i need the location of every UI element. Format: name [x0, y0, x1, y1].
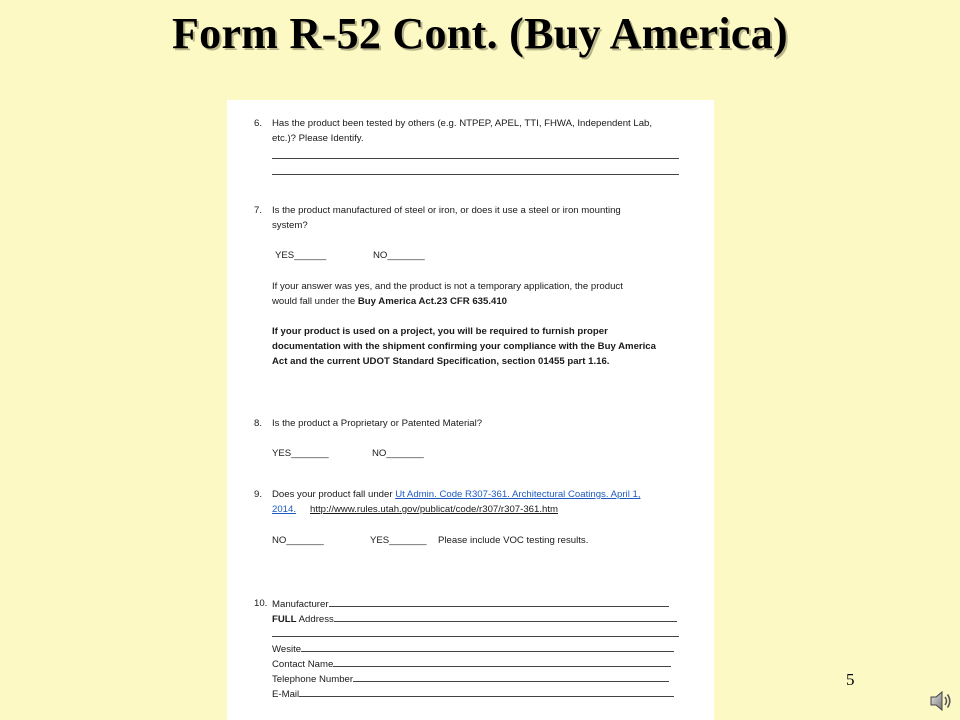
- q6-line1: Has the product been tested by others (e.g. NTPEP, APEL, TTI, FHWA, Independent Lab,: [272, 118, 653, 129]
- q9-voc-note: Please include VOC testing results.: [438, 535, 589, 546]
- contact-name-field[interactable]: [272, 656, 679, 672]
- telephone-field[interactable]: [272, 671, 679, 687]
- manufacturer-label: Manufacturer: [272, 599, 329, 610]
- full-label: FULL: [272, 614, 297, 625]
- q8-no-field[interactable]: NO_______: [372, 448, 424, 459]
- q6-number: 6.: [254, 118, 263, 129]
- q6-line2: etc.)? Please Identify.: [272, 133, 364, 144]
- q7-note-line2: would fall under the Buy America Act.23 CFR 635.410: [272, 296, 508, 307]
- full-address-field[interactable]: [272, 611, 679, 627]
- website-field[interactable]: [272, 641, 679, 657]
- q7-warning-line1: If your product is used on a project, you will be required to furnish proper: [272, 326, 608, 337]
- q6-answer-line-2[interactable]: [272, 174, 679, 175]
- q7-warning-line2: documentation with the shipment confirming your compliance with the Buy America: [272, 341, 656, 352]
- q10-number: 10.: [254, 598, 268, 609]
- q9-yes-field[interactable]: YES_______: [370, 535, 427, 546]
- q9-line1: Does your product fall under Ut Admin. Code R307-361. Architectural Coatings. April 1,: [272, 489, 641, 500]
- q8-text: Is the product a Proprietary or Patented Material?: [272, 418, 483, 429]
- q6-answer-line-1[interactable]: [272, 158, 679, 159]
- address-label: Address: [296, 614, 334, 625]
- q7-no-field[interactable]: NO_______: [373, 250, 425, 261]
- buy-america-reference: Buy America Act.23 CFR 635.410: [357, 296, 508, 307]
- rules-url-link[interactable]: http://www.rules.utah.gov/publicat/code/r307/r307-361.htm: [310, 504, 558, 515]
- admin-code-link-cont[interactable]: 2014.: [272, 504, 297, 515]
- page-number: 5: [846, 670, 855, 689]
- telephone-label: Telephone Number: [272, 674, 354, 685]
- q9-number: 9.: [254, 489, 263, 500]
- slide-title: Form R-52 Cont. (Buy America): [171, 9, 789, 58]
- q7-note-line1: If your answer was yes, and the product is not a temporary application, the product: [272, 281, 623, 292]
- form-document: [227, 100, 714, 720]
- q7-warning-line3: Act and the current UDOT Standard Specification, section 01455 part 1.16.: [272, 356, 610, 367]
- email-field[interactable]: [272, 686, 679, 702]
- q8-yes-field[interactable]: YES_______: [272, 448, 329, 459]
- q9-no-field[interactable]: NO_______: [272, 535, 324, 546]
- contact-name-label: Contact Name: [272, 659, 334, 670]
- website-label: Wesite: [272, 644, 302, 655]
- admin-code-link[interactable]: Ut Admin. Code R307-361. Architectural Coatings. April 1,: [395, 489, 641, 500]
- q7-yes-field[interactable]: YES______: [275, 250, 327, 261]
- speaker-icon[interactable]: [928, 688, 954, 714]
- q8-number: 8.: [254, 418, 263, 429]
- q7-line1: Is the product manufactured of steel or iron, or does it use a steel or iron mounting: [272, 205, 621, 216]
- manufacturer-field[interactable]: [272, 596, 679, 612]
- q7-number: 7.: [254, 205, 263, 216]
- q7-line2: system?: [272, 220, 308, 231]
- email-label: E-Mail: [272, 689, 300, 700]
- address-line-2[interactable]: [272, 636, 679, 637]
